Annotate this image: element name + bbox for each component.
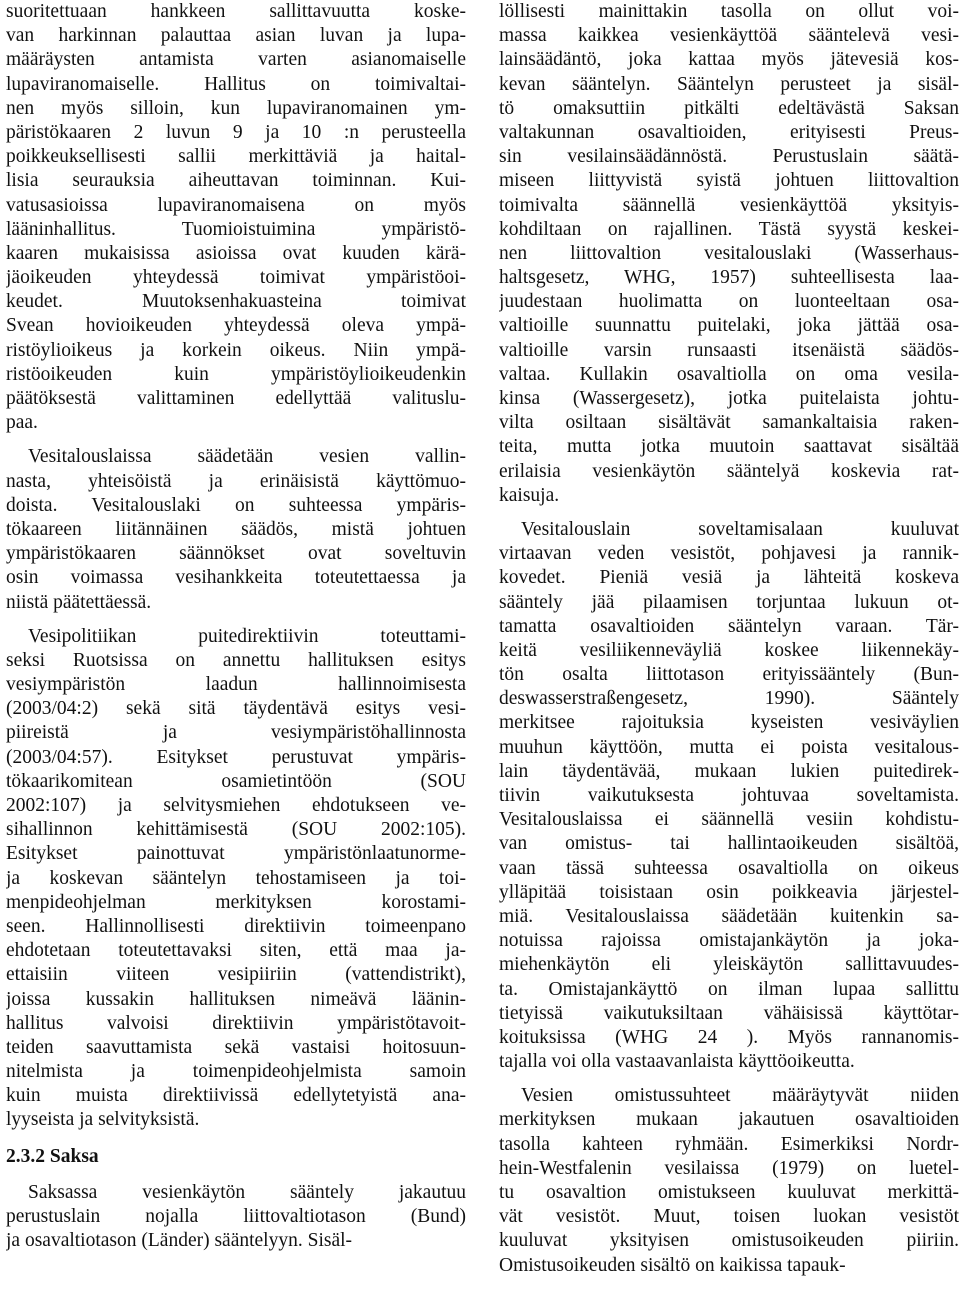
text-line: deswasserstraßengesetz, 1990). Sääntely	[499, 688, 959, 710]
text-line: 2002:107) ja selvitysmiehen ehdotukseen ve-	[6, 795, 466, 816]
text-line: doista. Vesitalouslaki on suhteessa ympäris-	[6, 494, 466, 516]
text-line: kaaren mukaisissa asioissa ovat kuuden kärä-	[6, 242, 466, 264]
text-line: jäoikeuden yhteydessä toimivat ympäristöoi-	[6, 267, 466, 289]
text-line: merkitsee rajoituksia kyseisten vesiväylien	[499, 712, 959, 734]
text-line: sin vesilainsäädännöstä. Perustuslain säätä-	[499, 146, 959, 168]
text-line: valtakunnan osavaltioiden, erityisesti Preus-	[499, 121, 959, 143]
text-line: Vesipolitiikan puitedirektiivin toteuttami-	[28, 625, 466, 647]
paragraph	[499, 1084, 959, 1278]
section-heading: 2.3.2 Saksa	[6, 1145, 99, 1167]
text-line: valtioille suunnattu puitelaki, joka jättää osa-	[499, 315, 959, 337]
text-line: löllisesti mainittakin tasolla on ollut voi-	[499, 1, 959, 22]
text-line: tietyissä vaikutuksiltaan vähäisissä käyttötar-	[499, 1002, 959, 1024]
text-line: nitelmista ja toimenpideohjelmista samoin	[6, 1061, 466, 1083]
text-line: Esitykset painottuvat ympäristönlaatunorme-	[6, 843, 466, 865]
text-line: Saksassa vesienkäytön sääntely jakautuu	[28, 1181, 466, 1203]
text-line: kovedet. Pieniä vesiä ja lähteitä koskeva	[499, 567, 959, 589]
text-line: seen. Hallinnollisesti direktiivin toimeenpano	[6, 915, 466, 937]
paragraph-gap	[6, 615, 466, 625]
text-line: miseen liittyvistä syistä johtuen liittovaltion	[499, 170, 959, 192]
text-line: ja osavaltiotason (Länder) sääntelyyn. Sisäl-	[6, 1230, 353, 1252]
text-line: toimivalta säännellä vesienkäyttöä yksityis-	[499, 194, 959, 216]
text-line: lain täydentävää, mukaan lukien puitedirek-	[499, 760, 959, 782]
text-line: Omistusoikeuden sisältö on kaikissa tapauk-	[499, 1254, 846, 1276]
paragraph	[6, 0, 466, 435]
text-line: ristöoikeuden kuin ympäristöylioikeudenkin	[6, 363, 466, 385]
text-line: kevan sääntelyn. Sääntelyn perusteet ja sisäl-	[499, 73, 959, 95]
paragraph	[6, 445, 466, 614]
text-line: erilaisia vesienkäytön sääntelyä koskevia rat-	[499, 460, 959, 482]
text-line: van harkinnan palauttaa asian luvan ja lupa-	[6, 25, 466, 47]
text-line: ristöylioikeus ja korkein oikeus. Niin ympä-	[6, 339, 466, 361]
text-line: Vesitalouslain soveltamisalaan kuuluvat	[521, 518, 959, 540]
text-line: muuhun käyttöön, mutta ei poista vesitalous-	[499, 736, 959, 758]
text-line: teita, mutta jotka muutoin saattavat sisältää	[499, 436, 959, 458]
text-line: sihallinnon kehittämisestä (SOU 2002:105).	[6, 819, 466, 841]
text-line: tasolla kahteen ryhmään. Esimerkiksi Nordr-	[499, 1133, 959, 1155]
text-line: osin voimassa vesihankkeita toteutettaessa ja	[6, 567, 466, 589]
text-line: nen liittovaltion vesitalouslaki (Wasserhaus-	[499, 242, 959, 264]
text-line: ympäristökaaren säännökset ovat soveltuvin	[6, 543, 466, 565]
text-line: ettaisiin viiteen vesipiiriin (vattendistrikt),	[6, 964, 466, 986]
text-line: poikkeuksellisesti sallii merkittäviä ja haital-	[6, 146, 466, 168]
text-line: tökaareen liitännäinen säädös, mistä johtuen	[6, 518, 466, 540]
text-line: Vesitalouslaissa ei säännellä vesiin kohdistu-	[499, 809, 959, 831]
text-line: tökaarikomitean osamietintöön (SOU	[6, 770, 466, 792]
text-line: määräysten antamista varten asianomaiselle	[6, 49, 466, 71]
text-line: massa kaikkea vesienkäyttöä sääntelevä vesi-	[499, 25, 959, 47]
text-line: (2003/04:2) sekä sitä täydentävä esitys vesi-	[6, 698, 466, 720]
text-line: nasta, yhteisöistä ja erinäisistä käyttömuo-	[6, 470, 466, 492]
paragraph-gap	[499, 1074, 959, 1084]
text-line: ehdotetaan toteutettavaksi siten, että maa ja-	[6, 940, 466, 962]
text-line: niistä päätettäessä.	[6, 591, 152, 613]
paragraph	[6, 625, 466, 1133]
text-line: suoritettuaan hankkeen sallittavuutta koske-	[6, 1, 466, 22]
text-line: merkityksen mukaan jakautuen osavaltioiden	[499, 1109, 959, 1131]
text-line: miehenkäytön eli yleiskäytön sallittavuudes-	[499, 954, 959, 976]
text-line: lisia seurauksia aiheuttavan toiminnan. Kui-	[6, 170, 466, 192]
text-line: tö omaksuttiin pitkälti edeltävästä Saksan	[499, 97, 959, 119]
text-line: tiivin vaikutuksesta johtuvaa soveltamista.	[499, 785, 959, 806]
text-line: sääntely jää pilaamisen torjuntaa lukuun ot-	[499, 591, 959, 613]
text-line: hein-Westfalenin vesilaissa (1979) on luetel-	[499, 1157, 959, 1179]
paragraph	[499, 518, 959, 1074]
text-line: menpideohjelman merkityksen korostami-	[6, 891, 466, 913]
text-line: tajalla voi olla vastaavanlaista käyttöoikeutta.	[499, 1051, 855, 1073]
paragraph	[6, 1181, 466, 1254]
text-line: (2003/04:57). Esitykset perustuvat ympäris-	[6, 746, 466, 768]
paragraph-gap	[6, 435, 466, 445]
text-line: ylläpitää toisistaan osin poikkeavia järjestel-	[499, 881, 959, 903]
text-line: vilta osiltaan sisältävät samankaltaisia raken-	[499, 412, 959, 434]
text-line: juudestaan huolimatta on luonteeltaan osa-	[499, 291, 959, 313]
text-line: koituksissa (WHG 24 ). Myös rannanomis-	[499, 1026, 959, 1048]
text-line: nen myös silloin, kun lupaviranomainen ym-	[6, 97, 466, 119]
right-column	[499, 0, 959, 1306]
text-line: keudet. Muutoksenhakuasteina toimivat	[6, 291, 466, 313]
text-line: kaisuja.	[499, 484, 560, 506]
text-line: vatusasioissa lupaviranomaisena on myös	[6, 194, 466, 216]
text-line: paa.	[6, 412, 38, 434]
text-line: lainsäädäntö, joka kattaa myös jätevesiä kos-	[499, 49, 959, 71]
text-line: virtaavan veden vesistöt, pohjavesi ja rannik-	[499, 543, 959, 565]
text-line: perustuslain nojalla liittovaltiotason (Bund)	[6, 1206, 466, 1227]
text-line: Vesien omistussuhteet määräytyvät niiden	[521, 1085, 959, 1107]
text-line: notuissa rajoissa omistajankäytön ja joka-	[499, 930, 959, 952]
text-line: piireistä ja vesiympäristöhallinnosta	[6, 722, 466, 744]
text-line: tu osavaltion omistukseen kuuluvat merkittä-	[499, 1182, 959, 1203]
text-line: kohdiltaan on rajallinen. Tästä syystä keskei-	[499, 218, 959, 240]
text-line: valtioille varsin runsaasti itsenäistä säädös-	[499, 339, 959, 361]
text-line: kuuluvat yksityisen omistusoikeuden piiriin.	[499, 1230, 959, 1252]
text-line: tön osalta liittotason erityissääntely (Bun-	[499, 664, 959, 686]
text-line: Vesitalouslaissa säädetään vesien vallin-	[28, 446, 466, 468]
text-line: päristökaaren 2 luvun 9 ja 10 :n perusteella	[6, 121, 466, 143]
text-line: seksi Ruotsissa on annettu hallituksen esitys	[6, 649, 466, 671]
text-line: Svean hovioikeuden yhteydessä oleva ympä-	[6, 315, 466, 337]
text-line: van omistus- tai hallintaoikeuden sisältöä,	[499, 833, 959, 855]
text-line: päätöksestä valittaminen edellyttää valituslu-	[6, 388, 466, 409]
text-line: hallitus valvoisi direktiivin ympäristötavoit-	[6, 1012, 466, 1034]
text-line: miä. Vesitalouslaissa säädetään kuitenkin sa-	[499, 905, 959, 927]
paragraph	[499, 0, 959, 508]
text-line: tamatta osavaltioiden sääntelyn varaan. Tär-	[499, 615, 959, 637]
text-line: ta. Omistajankäyttö on ilman lupaa sallittu	[499, 978, 959, 1000]
text-line: vaan tässä suhteessa osavaltiolla on oikeus	[499, 857, 959, 879]
text-line: joissa kussakin hallituksen nimeävä läänin-	[6, 988, 466, 1010]
text-line: vät vesistöt. Muut, toisen luokan vesistöt	[499, 1206, 959, 1228]
text-line: kinsa (Wassergesetz), jotka puitelaista johtu-	[499, 388, 959, 409]
left-column	[6, 0, 466, 1306]
text-line: lääninhallitus. Tuomioistuimina ympäristö-	[6, 218, 466, 240]
text-line: teiden saavuttamista sekä vastaisi hoitosuun-	[6, 1036, 466, 1058]
text-line: kuin muista direktiivissä edellytetyistä ana-	[6, 1085, 466, 1107]
text-line: lyyseista ja selvityksistä.	[6, 1109, 200, 1131]
text-line: haltsgesetz, WHG, 1957) suhteellisesta laa-	[499, 267, 959, 289]
text-line: keitä vesiliikenneväyliä koskee liikennekäy-	[499, 639, 959, 661]
text-line: ja koskevan sääntelyn tehostamiseen ja toi-	[6, 867, 466, 889]
text-line: valtaa. Kullakin osavaltiolla on oma vesila-	[499, 363, 959, 385]
text-line: lupaviranomaiselle. Hallitus on toimivaltai-	[6, 73, 466, 95]
paragraph-gap	[499, 508, 959, 518]
text-line: vesiympäristön laadun hallinnoimisesta	[6, 674, 466, 696]
